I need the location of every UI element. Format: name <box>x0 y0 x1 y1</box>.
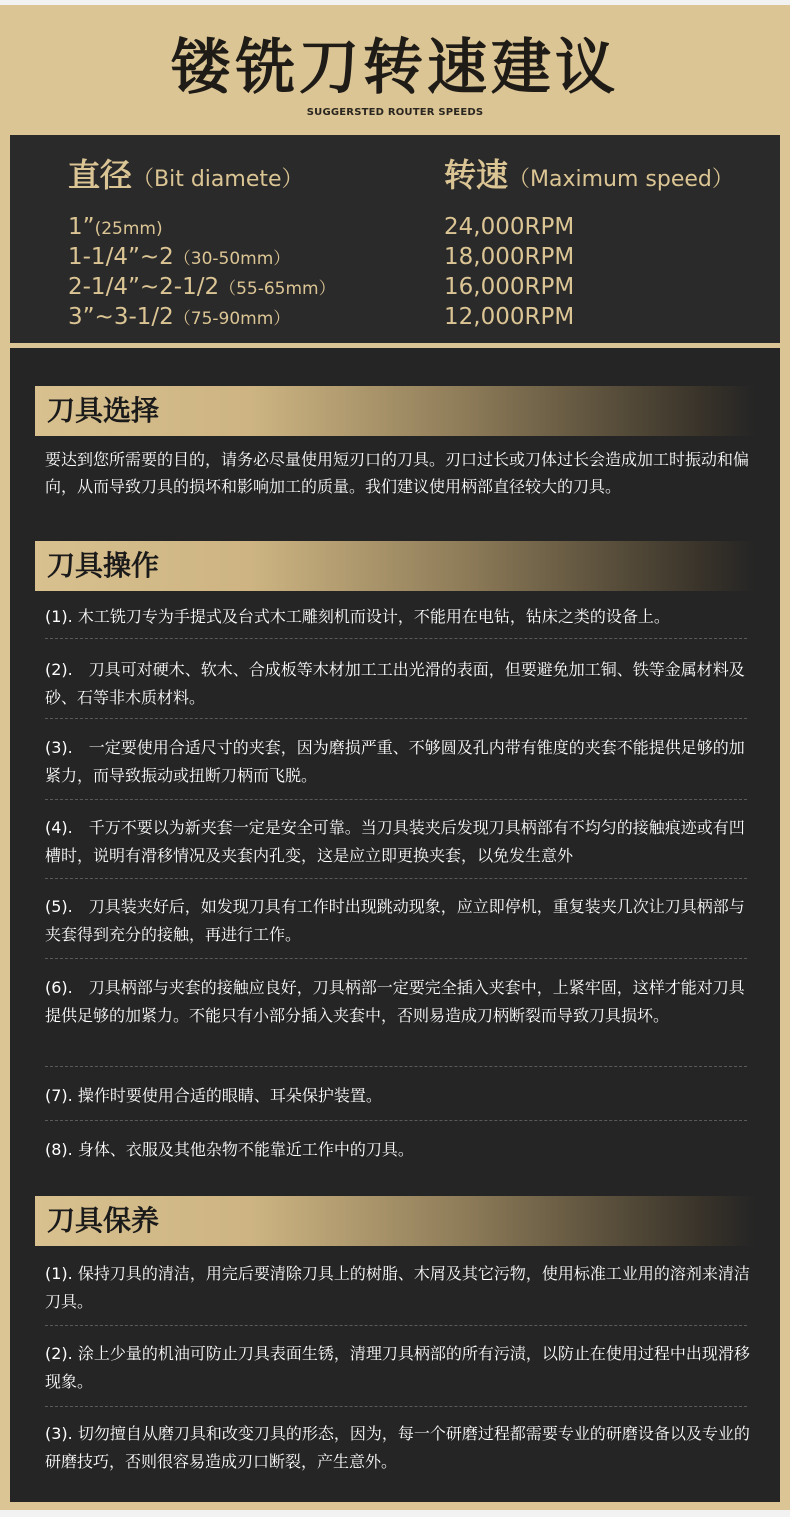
divider <box>45 1406 747 1407</box>
page-title: 镂铣刀转速建议 <box>171 33 619 103</box>
list-item: (3). 切勿擅自从磨刀具和改变刀具的形态，因为，每一个研磨过程都需要专业的研磨设备以及专业的研磨技巧，否则很容易造成刃口断裂，产生意外。 <box>45 1424 750 1471</box>
speed-heading-cn: 转速 <box>444 156 509 194</box>
speed-value: 16,000RPM <box>444 274 575 300</box>
list-item: (2). 涂上少量的机油可防止刀具表面生锈，清理刀具柄部的所有污渍，以防止在使用过程中出现滑移现象。 <box>45 1344 750 1391</box>
list-item: (8). 身体、衣服及其他杂物不能靠近工作中的刀具。 <box>45 1140 414 1159</box>
content-panel <box>10 348 780 1502</box>
divider <box>45 1120 747 1121</box>
section-heading-operation <box>35 541 755 591</box>
diameter-row <box>68 302 448 332</box>
list-item: (1). 木工铣刀专为手提式及台式木工雕刻机而设计，不能用在电钻，钻床之类的设备上。 <box>45 607 670 626</box>
section-heading-selection <box>35 386 755 436</box>
diameter-mm: (25mm) <box>94 219 163 239</box>
list-item: (3). 一定要使用合适尺寸的夹套，因为磨损严重、不够圆及孔内带有锥度的夹套不能提供足够的加紧力，而导致振动或扭断刀柄而飞脱。 <box>45 738 745 785</box>
page-subtitle: SUGGERSTED ROUTER SPEEDS <box>306 107 484 118</box>
diameter-size: 3”~3-1/2 <box>68 304 174 330</box>
diameter-size: 1-1/4”~2 <box>68 244 174 270</box>
divider <box>45 799 747 800</box>
section-heading-maintenance <box>35 1196 755 1246</box>
list-item: (5). 刀具装夹好后，如发现刀具有工作时出现跳动现象，应立即停机，重复装夹几次让刀具柄部与夹套得到充分的接触，再进行工作。 <box>45 897 745 944</box>
diameter-column <box>68 153 448 332</box>
speed-table <box>10 135 780 343</box>
section-title: 刀具保养 <box>47 1204 160 1237</box>
speed-column <box>444 153 774 332</box>
diameter-mm: （75-90mm） <box>173 309 291 329</box>
diameter-heading <box>68 153 448 202</box>
list-item: (6). 刀具柄部与夹套的接触应良好，刀具柄部一定要完全插入夹套中，上紧牢固，这样才能对刀具提供足够的加紧力。不能只有小部分插入夹套中，否则易造成刀柄断裂而导致刀具损坏。 <box>45 978 745 1025</box>
speed-value: 12,000RPM <box>444 304 575 330</box>
header <box>0 5 790 135</box>
divider <box>45 1325 747 1326</box>
diameter-mm: （55-65mm） <box>219 279 336 299</box>
speed-heading-en: （Maximum speed） <box>508 167 734 192</box>
list-item: (7). 操作时要使用合适的眼睛、耳朵保护装置。 <box>45 1086 382 1105</box>
section-title: 刀具操作 <box>47 549 160 582</box>
divider <box>45 718 747 719</box>
diameter-heading-en: （Bit diamete） <box>132 167 304 192</box>
page <box>0 5 790 1510</box>
divider <box>45 878 747 879</box>
diameter-row <box>68 272 448 302</box>
section-title: 刀具选择 <box>47 394 160 427</box>
selection-text: 要达到您所需要的目的，请务必尽量使用短刃口的刀具。刃口过长或刀体过长会造成加工时振动和偏向，从而导致刀具的损坏和影响加工的质量。我们建议使用柄部直径较大的刀具。 <box>45 450 750 496</box>
list-item: (4). 千万不要以为新夹套一定是安全可靠。当刀具装夹后发现刀具柄部有不均匀的接触痕迹或有凹槽时，说明有滑移情况及夹套内孔变，这是应立即更换夹套，以免发生意外 <box>45 818 745 865</box>
divider <box>45 1066 747 1067</box>
diameter-row <box>68 212 448 242</box>
speed-heading <box>444 153 774 202</box>
list-item: (1). 保持刀具的清洁，用完后要清除刀具上的树脂、木屑及其它污物，使用标准工业用的溶剂来清洁刀具。 <box>45 1264 750 1311</box>
divider <box>45 958 747 959</box>
speed-value: 24,000RPM <box>444 214 575 240</box>
speed-value: 18,000RPM <box>444 244 575 270</box>
divider <box>45 638 747 639</box>
diameter-mm: （30-50mm） <box>173 249 291 269</box>
list-item: (2). 刀具可对硬木、软木、合成板等木材加工工出光滑的表面，但要避免加工铜、铁等金属材料及砂、石等非木质材料。 <box>45 660 745 707</box>
diameter-row <box>68 242 448 272</box>
diameter-size: 2-1/4”~2-1/2 <box>68 274 220 300</box>
diameter-heading-cn: 直径 <box>68 156 133 194</box>
diameter-size: 1” <box>68 214 95 240</box>
